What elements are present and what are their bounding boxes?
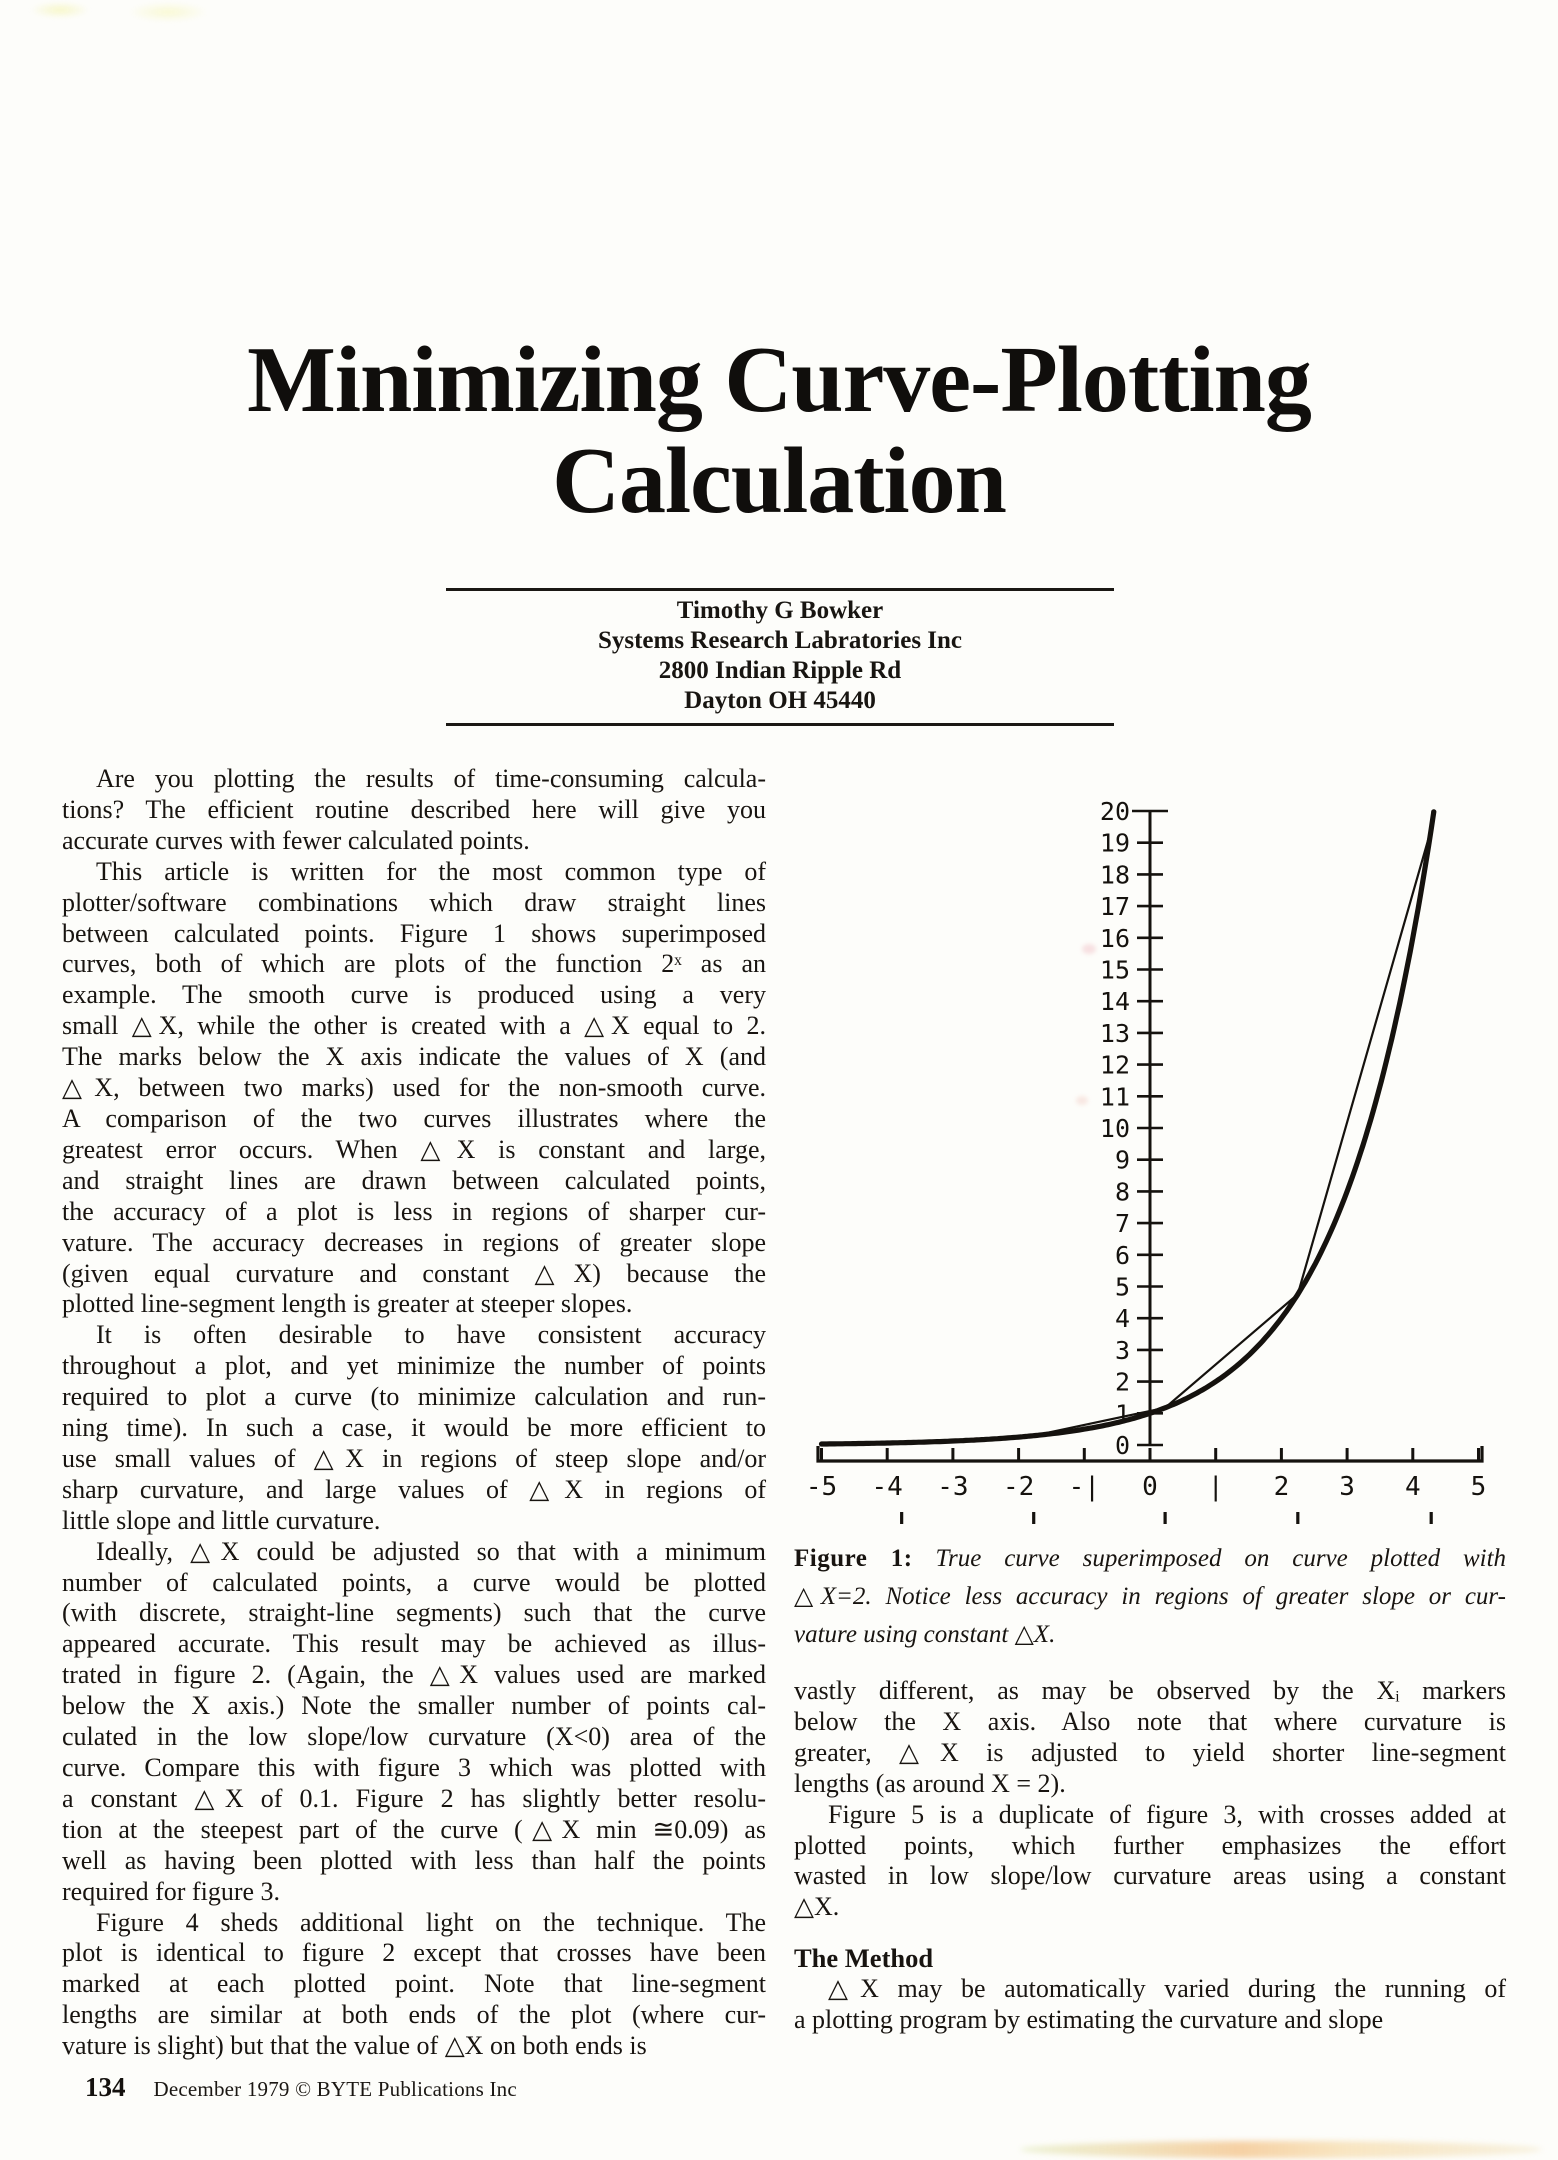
body-line: A comparison of the two curves illustrates where the <box>62 1103 766 1133</box>
body-line: plot is identical to figure 2 except that crosses have been <box>62 1938 766 1968</box>
body-line: (given equal curvature and constant △X) because the <box>62 1258 766 1288</box>
body-line: vature is slight) but that the value of △X on both ends is <box>62 2031 647 2061</box>
author-street: 2800 Indian Ripple Rd <box>658 657 902 684</box>
caption-line: vature using constant △X. <box>794 1621 1056 1648</box>
y-tick-label: 5 <box>1114 1272 1130 1302</box>
y-tick-label: 18 <box>1099 860 1130 890</box>
y-tick-label: 15 <box>1099 955 1130 985</box>
method-paragraph <box>794 1974 1506 2036</box>
body-line: This article is written for the most common type of <box>96 856 766 886</box>
section-heading: The Method <box>794 1943 934 1974</box>
body-line: greatest error occurs. When △X is constant and large, <box>62 1134 766 1164</box>
y-tick-label: 20 <box>1099 797 1130 826</box>
scan-smudge-top-left <box>18 0 358 28</box>
body-line: appeared accurate. This result may be achieved as illus- <box>62 1629 766 1659</box>
body-line: wasted in low slope/low curvature areas using a constant <box>794 1861 1506 1891</box>
body-line: required for figure 3. <box>62 1876 281 1906</box>
body-line: Figure 5 is a duplicate of figure 3, with crosses added at <box>828 1799 1506 1829</box>
y-tick-label: 17 <box>1099 892 1130 922</box>
left-column <box>62 764 766 2062</box>
body-line: It is often desirable to have consistent accuracy <box>96 1320 766 1350</box>
body-line: example. The smooth curve is produced using a very <box>62 980 766 1010</box>
body-line: vastly different, as may be observed by the Xᵢ markers <box>794 1676 1506 1705</box>
body-line: sharp curvature, and large values of △X in regions of <box>62 1474 766 1504</box>
body-line: curve. Compare this with figure 3 which was plotted with <box>62 1753 766 1782</box>
body-line: below the X axis. Also note that where curvature is <box>794 1706 1506 1736</box>
author-name: Timothy G Bowker <box>676 597 884 624</box>
body-line: tion at the steepest part of the curve (△X min ≅0.09) as <box>62 1814 766 1844</box>
body-line: △X. <box>794 1892 840 1922</box>
body-line: a constant △X of 0.1. Figure 2 has slightly better resolu- <box>62 1783 766 1813</box>
y-tick-label: 13 <box>1099 1018 1130 1048</box>
caption-label: Figure 1: <box>794 1545 913 1572</box>
body-line: plotted line-segment length is greater at steeper slopes. <box>62 1289 633 1319</box>
body-line: below the X axis.) Note the smaller number of points cal- <box>62 1691 766 1721</box>
y-tick-label: 7 <box>1114 1209 1130 1239</box>
x-tick-label: | <box>1207 1472 1224 1502</box>
x-tick-label: 2 <box>1273 1472 1290 1502</box>
body-line: plotter/software combinations which draw straight lines <box>62 887 766 917</box>
body-line: trated in figure 2. (Again, the △X values used are marked <box>62 1660 766 1690</box>
x-tick-label: 5 <box>1470 1472 1487 1502</box>
caption-line: △X=2. Notice less accuracy in regions of greater slope or cur- <box>794 1583 1506 1610</box>
body-line: plotted points, which further emphasizes the effort <box>794 1830 1506 1860</box>
body-line: the accuracy of a plot is less in regions of sharper cur- <box>62 1196 766 1226</box>
body-line: between calculated points. Figure 1 shows superimposed <box>62 918 766 948</box>
y-tick-label: 8 <box>1114 1177 1130 1207</box>
x-tick-label: -2 <box>1002 1472 1035 1502</box>
right-column <box>794 1676 1506 2036</box>
y-tick-label: 19 <box>1099 828 1130 858</box>
body-line: ning time). In such a case, it would be more efficient to <box>62 1413 766 1443</box>
scan-smudge-bottom-right <box>1020 2141 1542 2158</box>
body-line: Ideally, △X could be adjusted so that with a minimum <box>96 1536 766 1566</box>
y-tick-label: 10 <box>1099 1114 1130 1143</box>
article-title <box>0 330 1558 532</box>
x-tick-label: -| <box>1068 1472 1100 1502</box>
y-tick-label: 9 <box>1114 1145 1130 1175</box>
body-line: △X, between two marks) used for the non-smooth curve. <box>62 1073 766 1103</box>
body-line: Are you plotting the results of time-consuming calcula- <box>96 764 766 793</box>
y-tick-label: 1 <box>1114 1399 1130 1429</box>
y-tick-label: 11 <box>1099 1082 1130 1112</box>
y-tick-label: 16 <box>1099 923 1130 953</box>
body-line: use small values of △X in regions of steep slope and/or <box>62 1443 766 1473</box>
body-line: accurate curves with fewer calculated points. <box>62 825 530 855</box>
x-tick-label: 3 <box>1339 1472 1355 1502</box>
x-tick-label: -5 <box>805 1472 838 1502</box>
copyright-credit: December 1979 © BYTE Publications Inc <box>153 2077 517 2101</box>
x-tick-label: 0 <box>1142 1472 1158 1502</box>
body-line: The marks below the X axis indicate the values of X (and <box>62 1042 766 1072</box>
y-tick-label: 3 <box>1114 1335 1130 1365</box>
y-tick-label: 6 <box>1114 1240 1130 1270</box>
body-line: greater, △X is adjusted to yield shorter line-segment <box>794 1737 1506 1767</box>
author-organization: Systems Research Labratories Inc <box>597 627 963 654</box>
page-footer <box>85 2072 517 2103</box>
caption-line <box>794 1540 1506 1578</box>
x-tick-label: -4 <box>871 1472 903 1502</box>
body-line: and straight lines are drawn between calculated points, <box>62 1165 766 1195</box>
body-line: well as having been plotted with less than half the points <box>62 1845 766 1875</box>
body-line: number of calculated points, a curve would be plotted <box>62 1567 766 1597</box>
article-title-line-1: Minimizing Curve-Plotting <box>247 328 1311 432</box>
body-line: vature. The accuracy decreases in regions of greater slope <box>62 1227 766 1257</box>
figure-1-chart <box>780 700 1520 1540</box>
y-tick-label: 14 <box>1099 987 1130 1017</box>
body-line: (with discrete, straight-line segments) such that the curve <box>62 1598 766 1628</box>
x-tick-label: -3 <box>937 1472 969 1502</box>
body-line: curves, both of which are plots of the function 2ˣ as an <box>62 949 766 979</box>
figure-1-caption <box>794 1540 1506 1654</box>
y-tick-label: 4 <box>1114 1304 1130 1334</box>
body-line: lengths are similar at both ends of the plot (where cur- <box>62 2000 766 2030</box>
body-line: tions? The efficient routine described here will give you <box>62 794 766 824</box>
caption-text: True curve superimposed on curve plotted with <box>935 1545 1507 1572</box>
right-column-paragraphs <box>794 1676 1506 1923</box>
body-line: small △X, while the other is created with a △X equal to 2. <box>62 1011 766 1041</box>
y-tick-label: 0 <box>1114 1431 1130 1460</box>
body-line: marked at each plotted point. Note that line-segment <box>62 1969 766 1999</box>
x-tick-label: 4 <box>1404 1472 1421 1502</box>
body-line: little slope and little curvature. <box>62 1505 381 1535</box>
y-tick-label: 12 <box>1099 1050 1130 1080</box>
body-line: △X may be automatically varied during the running of <box>828 1974 1506 2004</box>
page-number: 134 <box>85 2072 126 2102</box>
body-line: culated in the low slope/low curvature (X<0) area of the <box>62 1722 766 1752</box>
body-line: lengths (as around X = 2). <box>794 1768 1066 1798</box>
body-line: Figure 4 sheds additional light on the technique. The <box>96 1907 766 1937</box>
article-title-line-2: Calculation <box>552 429 1006 533</box>
body-line: throughout a plot, and yet minimize the number of points <box>62 1351 766 1381</box>
y-tick-label: 2 <box>1114 1367 1130 1397</box>
body-line: required to plot a curve (to minimize calculation and run- <box>62 1382 766 1412</box>
body-line: a plotting program by estimating the curvature and slope <box>794 2005 1384 2035</box>
author-city: Dayton OH 45440 <box>684 687 876 714</box>
